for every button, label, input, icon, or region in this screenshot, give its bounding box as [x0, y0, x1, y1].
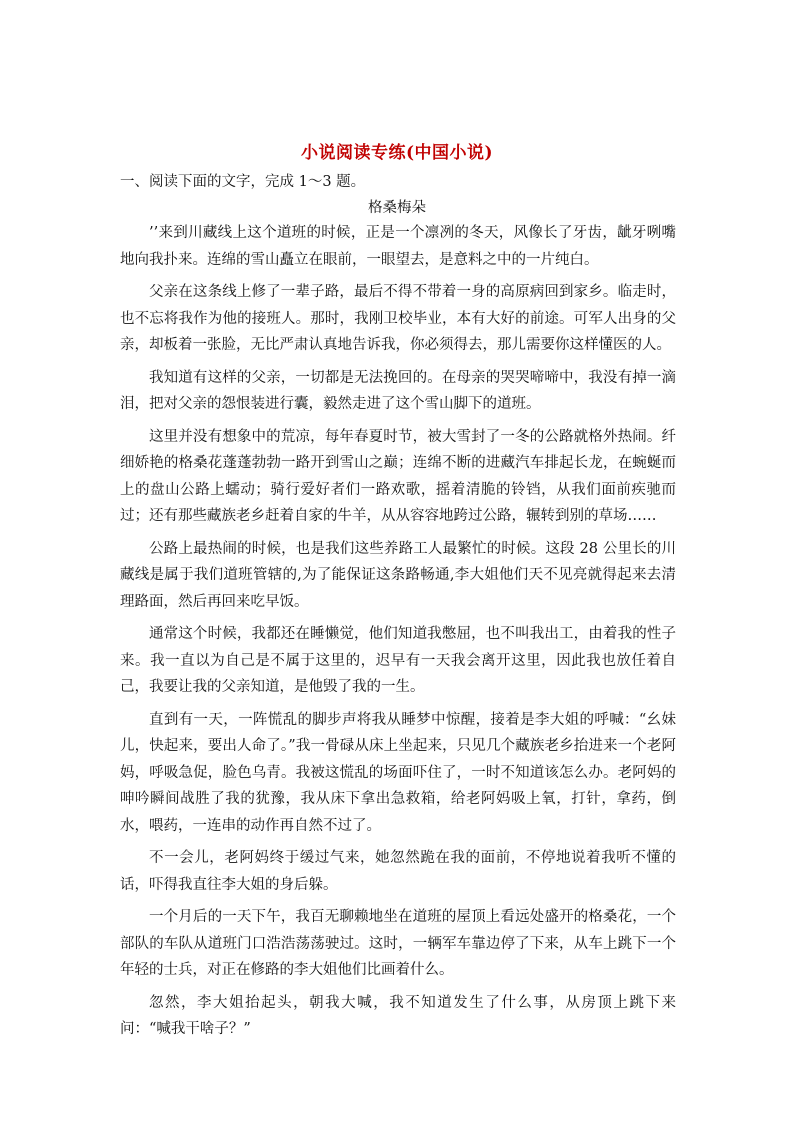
- story-body: [120, 220, 676, 1049]
- paragraph: 不一会儿，老阿妈终于缓过气来，她忽然跪在我的面前，不停地说着我听不懂的话，吓得我直往李大姐的身后躲。: [120, 850, 676, 893]
- paragraph: 我知道有这样的父亲，一切都是无法挽回的。在母亲的哭哭啼啼中，我没有掉一滴泪，把对父亲的怨恨装进行囊，毅然走进了这个雪山脚下的道班。: [120, 369, 676, 412]
- paragraph: 直到有一天，一阵慌乱的脚步声将我从睡梦中惊醒，接着是李大姐的呼喊：“幺妹儿，快起来，要出人命了。”我一骨碌从床上坐起来，只见几个藏族老乡抬进来一个老阿妈，呼吸急促，脸色乌青。我被这慌乱的场面吓住了，一时不知道该怎么办。老阿妈的呻吟瞬间战胜了我的犹豫，我从床下拿出急救箱，给老阿妈吸上氧，打针，拿药，倒水，喂药，一连串的动作再自然不过了。: [120, 711, 676, 834]
- paragraph: 公路上最热闹的时候，也是我们这些养路工人最繁忙的时候。这段 28 公里长的川藏线是属于我们道班管辖的,为了能保证这条路畅通,李大姐他们天不见亮就得起来去清理路面，然后再回来吃早饭。: [120, 540, 676, 610]
- paragraph: 这里并没有想象中的荒凉，每年春夏时节，被大雪封了一冬的公路就格外热闹。纤细娇艳的格桑花蓬蓬勃勃一路开到雪山之巅；连绵不断的进藏汽车排起长龙，在蜿蜒而上的盘山公路上蠕动；骑行爱好者们一路欢歌，摇着清脆的铃铛，从我们面前疾驰而过；还有那些藏族老乡赶着自家的牛羊，从从容容地跨过公路，辗转到别的草场……: [120, 428, 676, 524]
- story-title: 格桑梅朵: [368, 200, 426, 216]
- paragraph: 通常这个时候，我都还在睡懒觉，他们知道我憋屈，也不叫我出工，由着我的性子来。我一直以为自己是不属于这里的，迟早有一天我会离开这里，因此我也放任着自己，我要让我的父亲知道，是他毁了我的一生。: [120, 626, 676, 695]
- paragraph: ’’来到川藏线上这个道班的时候，正是一个凛冽的冬天，风像长了牙齿，龇牙咧嘴地向我扑来。连绵的雪山矗立在眼前，一眼望去，是意料之中的一片纯白。: [120, 225, 676, 268]
- paragraph: 父亲在这条线上修了一辈子路，最后不得不带着一身的高原病回到家乡。临走时，也不忘将我作为他的接班人。那时，我刚卫校毕业，本有大好的前途。可军人出身的父亲，却板着一张脸，无比严肃认真地告诉我，你必须得去，那儿需要你这样懂医的人。: [120, 284, 676, 353]
- question-instruction: 一、阅读下面的文字，完成 1～3 题。: [120, 174, 366, 190]
- document-title: 小说阅读专练(中国小说): [300, 143, 494, 163]
- paragraph: 一个月后的一天下午，我百无聊赖地坐在道班的屋顶上看远处盛开的格桑花，一个部队的车队从道班门口浩浩荡荡驶过。这时，一辆军车靠边停了下来，从车上跳下一个年轻的士兵，对正在修路的李大姐他们比画着什么。: [120, 909, 676, 978]
- paragraph: 忽然，李大姐抬起头，朝我大喊，我不知道发生了什么事，从房顶上跳下来问：“喊我干啥子？”: [120, 994, 676, 1037]
